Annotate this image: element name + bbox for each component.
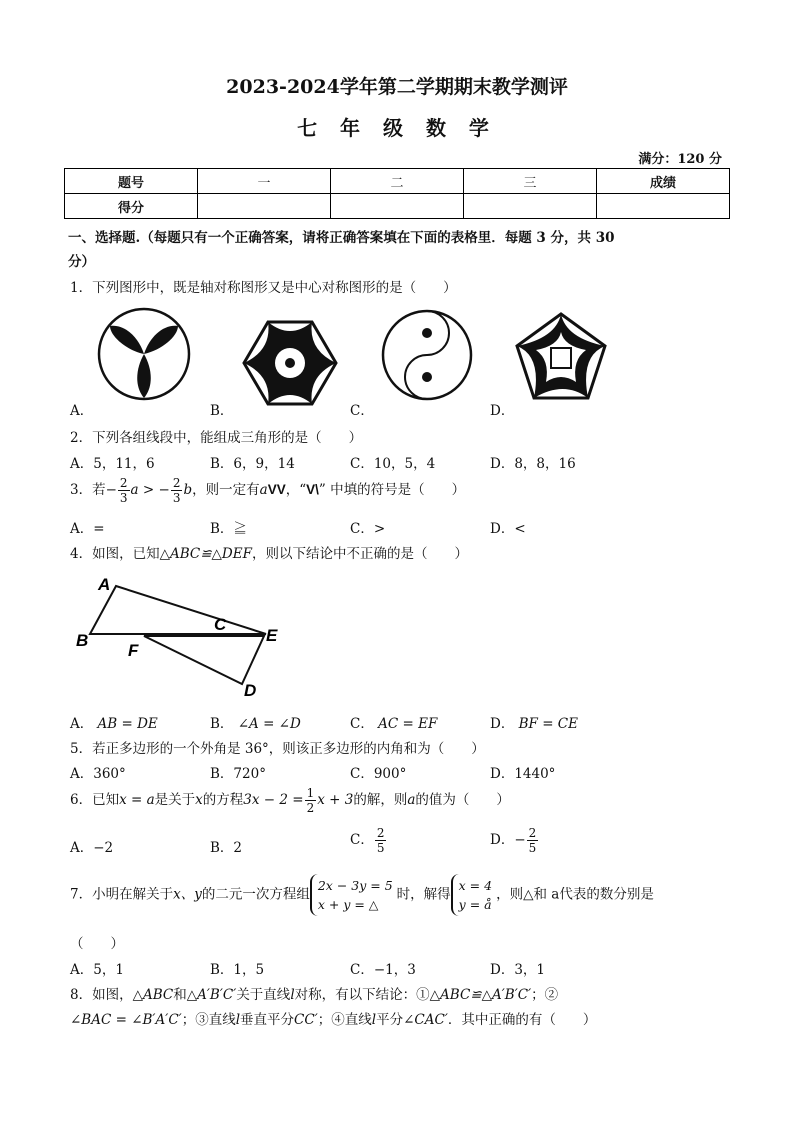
q3-var-a2: a	[259, 482, 268, 498]
q5-option-a[interactable]: A．360°	[70, 766, 126, 782]
section-heading: 一、选择题.（每题只有一个正确答案，请将正确答案填在下面的表格里．每题 3 分，共 30	[68, 230, 615, 246]
q5-option-d[interactable]: D．1440°	[490, 766, 556, 782]
table-row	[65, 169, 730, 194]
q7-option-c[interactable]: C．−1，3	[350, 962, 416, 978]
q6-stem	[70, 786, 510, 815]
q5-option-b[interactable]: B．720°	[210, 766, 266, 782]
q3-suffix: ” 中填的符号是（ ）	[318, 482, 466, 498]
q2-option-a[interactable]: A．5，11，6	[70, 456, 155, 472]
q6-option-d[interactable]	[490, 826, 539, 855]
q2-stem: 2．下列各组线段中，能组成三角形的是（ ）	[70, 430, 363, 446]
q5-stem: 5．若正多边形的一个外角是 36°，则该正多边形的内角和为（ ）	[70, 741, 485, 757]
q8-mid: 关于直线	[236, 987, 291, 1003]
q8-line-l: l	[290, 987, 295, 1003]
table-cell: 一	[198, 169, 331, 194]
q6-var-a: a	[407, 792, 416, 808]
full-score: 满分：120 分	[638, 152, 722, 167]
q4-option-d[interactable]	[490, 712, 578, 732]
label-e: E	[266, 626, 278, 645]
q6-prefix: 6．已知	[70, 792, 120, 808]
table-cell: 二	[331, 169, 464, 194]
q6-eq-right: x + 3	[317, 792, 354, 808]
frac-denominator: 3	[172, 491, 181, 505]
label-f: F	[128, 641, 139, 660]
q3-prefix: 3．若	[70, 482, 106, 498]
option-fraction	[527, 826, 539, 855]
q3-option-b[interactable]: B．≧	[210, 521, 247, 537]
q6-eq-left: 3x − 2 =	[243, 792, 304, 808]
option-math: AB = DE	[97, 716, 158, 732]
q8-math: △ABC≌△A′B′C′	[429, 987, 532, 1003]
q4-option-a[interactable]	[70, 712, 158, 732]
option-letter: D．−	[490, 832, 526, 848]
q3-mid: ，则一定有	[192, 482, 260, 498]
q6-var-x: x	[195, 792, 203, 808]
q8-math: ∠BAC = ∠B′A′C′	[70, 1012, 182, 1028]
label-c: C	[214, 615, 227, 634]
q1-stem: 1．下列图形中，既是轴对称图形又是中心对称图形的是（ ）	[70, 280, 457, 296]
table-cell: 题号	[65, 169, 198, 194]
q3-var-b: b	[183, 482, 193, 498]
q1-option-d[interactable]: D．	[490, 403, 515, 419]
three-leaf-circle-icon	[96, 306, 192, 402]
frac-numerator: 2	[528, 826, 537, 840]
frac-denominator: 5	[376, 841, 385, 855]
q4-triangle-figure	[70, 570, 290, 702]
q4-suffix: ，则以下结论中不正确的是（ ）	[251, 546, 468, 562]
q8-line-l: l	[371, 1012, 377, 1028]
q8-math: △A′B′C′	[186, 987, 237, 1003]
q6-mid2: 的方程	[202, 792, 244, 808]
q8-mid: ；③直线	[181, 1012, 236, 1028]
q7-mid: 的二元一次方程组	[201, 886, 310, 903]
q1-option-b[interactable]: B．	[210, 403, 234, 419]
score-table	[64, 168, 730, 219]
option-fraction	[375, 826, 387, 855]
q8-end: ．其中正确的有（ ）	[447, 1012, 597, 1028]
hexagon-star-icon	[242, 320, 338, 406]
frac-numerator: 2	[376, 826, 385, 840]
score-input-cell[interactable]	[597, 194, 730, 219]
q3-minus: −	[105, 482, 117, 498]
table-row	[65, 194, 730, 219]
q7-stem	[70, 874, 654, 916]
q8-mid: 平分	[376, 1012, 404, 1028]
q3-option-c[interactable]: C．>	[350, 521, 386, 537]
q3-fraction	[118, 476, 130, 505]
system-eq-1: 2x − 3y = 5	[317, 878, 393, 893]
q7-vars: x、y	[173, 886, 202, 903]
option-math: AC = EF	[378, 716, 438, 732]
score-input-cell[interactable]	[198, 194, 331, 219]
q7-option-d[interactable]: D．3，1	[490, 962, 546, 978]
pentagon-square-icon	[514, 312, 608, 402]
q4-math: △ABC≌△DEF	[159, 546, 252, 562]
q6-suffix2: 的值为（ ）	[415, 792, 510, 808]
q7-solution	[451, 874, 496, 916]
q3-quote: ，“	[285, 482, 307, 498]
q3-stem	[70, 476, 465, 505]
q8-stem-line1	[70, 983, 558, 1003]
q5-option-c[interactable]: C．900°	[350, 766, 407, 782]
q8-mid: 垂直平分	[240, 1012, 295, 1028]
q8-mid: ；④直线	[317, 1012, 372, 1028]
q3-box2: V\	[306, 482, 319, 497]
q8-and: 和	[173, 987, 187, 1003]
table-cell: 成绩	[597, 169, 730, 194]
q6-fraction	[305, 786, 317, 815]
option-letter: C．	[350, 716, 374, 732]
option-letter: C．	[350, 832, 374, 848]
frac-denominator: 5	[528, 841, 537, 855]
q8-prefix: 8．如图，	[70, 987, 133, 1003]
q6-cond: x = a	[119, 792, 155, 808]
system-eq-2: x + y = △	[317, 897, 379, 912]
q2-option-b[interactable]: B．6，9，14	[210, 456, 295, 472]
score-input-cell[interactable]	[331, 194, 464, 219]
q6-suffix: 的解，则	[353, 792, 408, 808]
q2-option-d[interactable]: D．8，8，16	[490, 456, 576, 472]
q4-stem	[70, 542, 468, 562]
score-input-cell[interactable]	[464, 194, 597, 219]
q3-box: VV	[267, 482, 286, 497]
label-d: D	[244, 681, 257, 700]
q6-option-a[interactable]: A．−2	[70, 840, 114, 856]
q7-paren: （ ）	[70, 936, 124, 952]
q8-stem-line2	[70, 1008, 596, 1028]
q2-option-c[interactable]: C．10，5，4	[350, 456, 436, 472]
q7-suffix: ，则△和 a代表的数分别是	[496, 886, 654, 903]
frac-numerator: 1	[306, 786, 315, 800]
q7-mid2: 时，解得	[396, 886, 451, 903]
option-letter: A．	[70, 716, 94, 732]
q3-option-d[interactable]: D．<	[490, 521, 526, 537]
q4-option-c[interactable]	[350, 712, 437, 732]
q7-option-b[interactable]: B．1，5	[210, 962, 265, 978]
table-cell: 三	[464, 169, 597, 194]
q8-suffix: 对称，有以下结论：①	[294, 987, 430, 1003]
section-heading-cont: 分）	[68, 254, 95, 270]
q6-option-b[interactable]: B．2	[210, 840, 243, 856]
q6-mid: 是关于	[154, 792, 196, 808]
yin-yang-icon	[380, 308, 474, 402]
label-b: B	[76, 631, 89, 650]
label-a: A	[98, 575, 111, 594]
option-math: ∠A = ∠D	[237, 716, 301, 732]
table-cell: 得分	[65, 194, 198, 219]
q7-system	[310, 874, 397, 916]
frac-denominator: 2	[306, 801, 315, 815]
q8-math: △ABC	[132, 987, 174, 1003]
q3-var-a: a	[130, 482, 139, 498]
option-letter: B．	[210, 716, 234, 732]
q8-math: ∠CAC′	[403, 1012, 448, 1028]
q7-option-a[interactable]: A．5，1	[70, 962, 124, 978]
q8-end: ；②	[531, 987, 559, 1003]
solution-2: y = å	[458, 897, 492, 912]
q8-math: CC′	[294, 1012, 318, 1028]
exam-title: 2023-2024学年第二学期期末教学测评	[226, 76, 568, 98]
q8-line-l: l	[235, 1012, 241, 1028]
q3-gt: > −	[138, 482, 170, 498]
frac-numerator: 2	[172, 476, 181, 490]
q4-option-b[interactable]	[210, 712, 301, 732]
frac-numerator: 2	[119, 476, 128, 490]
q3-fraction-2	[171, 476, 183, 505]
option-letter: D．	[490, 716, 515, 732]
q1-option-a[interactable]: A．	[70, 403, 94, 419]
exam-subject: 七 年 级 数 学	[297, 116, 497, 140]
solution-1: x = 4	[458, 878, 493, 893]
option-math: BF = CE	[518, 716, 578, 732]
q3-option-a[interactable]: A．=	[70, 521, 105, 537]
q7-prefix: 7．小明在解关于	[70, 886, 174, 903]
q1-option-c[interactable]: C．	[350, 403, 374, 419]
frac-denominator: 3	[119, 491, 128, 505]
q6-option-c[interactable]	[350, 826, 387, 855]
q4-prefix: 4．如图，已知	[70, 546, 160, 562]
